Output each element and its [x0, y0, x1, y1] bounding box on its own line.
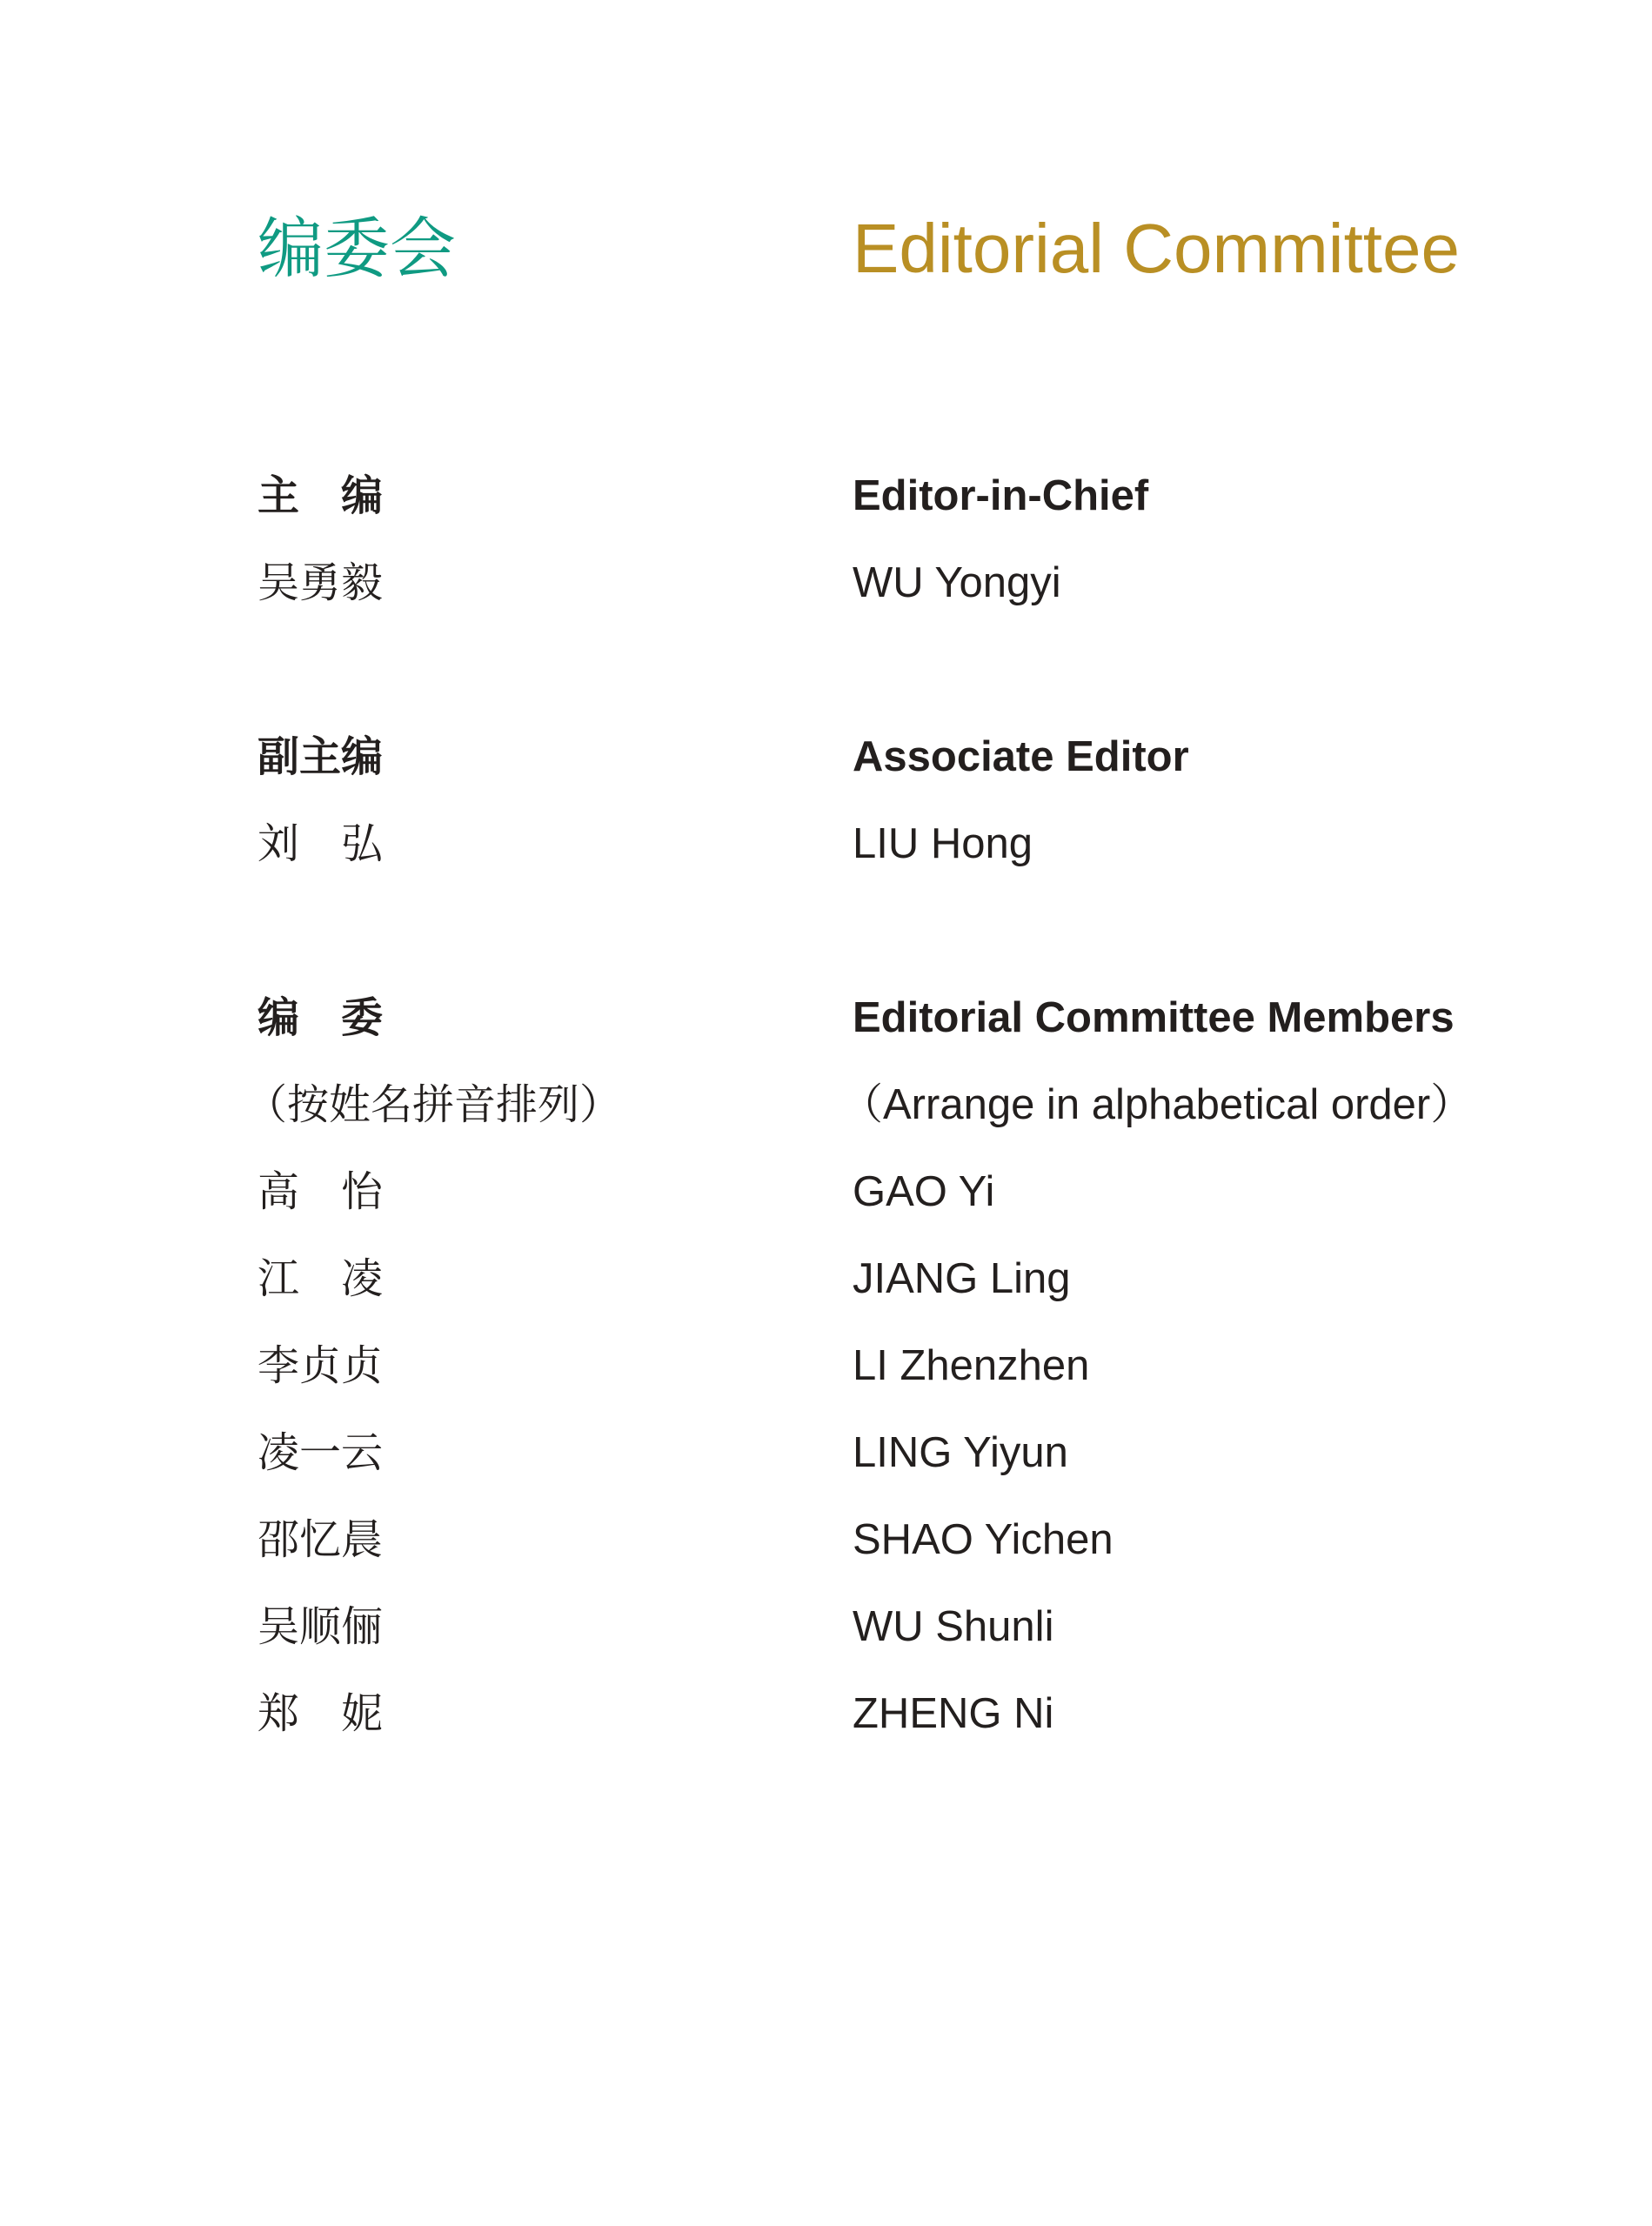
section-heading-committee-members [0, 987, 1652, 1048]
member-name-chinese: 凌一云 [257, 1428, 384, 1477]
member-name-english: LING Yiyun [853, 1429, 1068, 1476]
section-heading-associate-editor [0, 726, 1652, 787]
heading-chinese: 主 编 [257, 471, 384, 520]
member-row [0, 1248, 1652, 1309]
page-title-english: Editorial Committee [853, 210, 1461, 287]
heading-chinese: 副主编 [257, 732, 384, 781]
member-name-chinese: 刘 弘 [257, 819, 384, 868]
ordering-note-english: （Arrange in alphabetical order） [840, 1081, 1474, 1128]
heading-chinese: 编 委 [257, 993, 384, 1042]
member-name-chinese: 江 凌 [257, 1254, 384, 1303]
member-row [0, 1509, 1652, 1570]
heading-english: Editorial Committee Members [853, 994, 1455, 1041]
heading-english: Associate Editor [853, 733, 1189, 780]
member-name-chinese: 高 怡 [257, 1167, 384, 1216]
member-row [0, 813, 1652, 874]
member-name-chinese: 吴顺俪 [257, 1602, 384, 1651]
member-name-english: WU Yongyi [853, 559, 1061, 606]
member-row [0, 1335, 1652, 1396]
section-heading-editor-in-chief [0, 465, 1652, 526]
page-title-chinese: 编委会 [257, 210, 456, 287]
member-row [0, 1596, 1652, 1657]
member-name-english: LIU Hong [853, 820, 1033, 867]
member-row [0, 1683, 1652, 1744]
member-name-chinese: 李贞贞 [257, 1341, 384, 1390]
member-name-chinese: 吴勇毅 [257, 558, 384, 607]
member-row [0, 1422, 1652, 1483]
member-row [0, 552, 1652, 613]
ordering-note-chinese: （按姓名拼音排列） [245, 1080, 622, 1129]
member-name-english: SHAO Yichen [853, 1516, 1114, 1563]
member-name-english: WU Shunli [853, 1603, 1054, 1650]
member-name-english: JIANG Ling [853, 1255, 1071, 1302]
member-name-english: ZHENG Ni [853, 1690, 1054, 1737]
member-name-english: LI Zhenzhen [853, 1342, 1090, 1389]
heading-english: Editor-in-Chief [853, 472, 1149, 519]
member-name-english: GAO Yi [853, 1168, 995, 1215]
member-name-chinese: 郑 妮 [257, 1689, 384, 1738]
ordering-note-row [0, 1074, 1652, 1135]
member-row [0, 1161, 1652, 1222]
member-name-chinese: 邵忆晨 [257, 1515, 384, 1564]
